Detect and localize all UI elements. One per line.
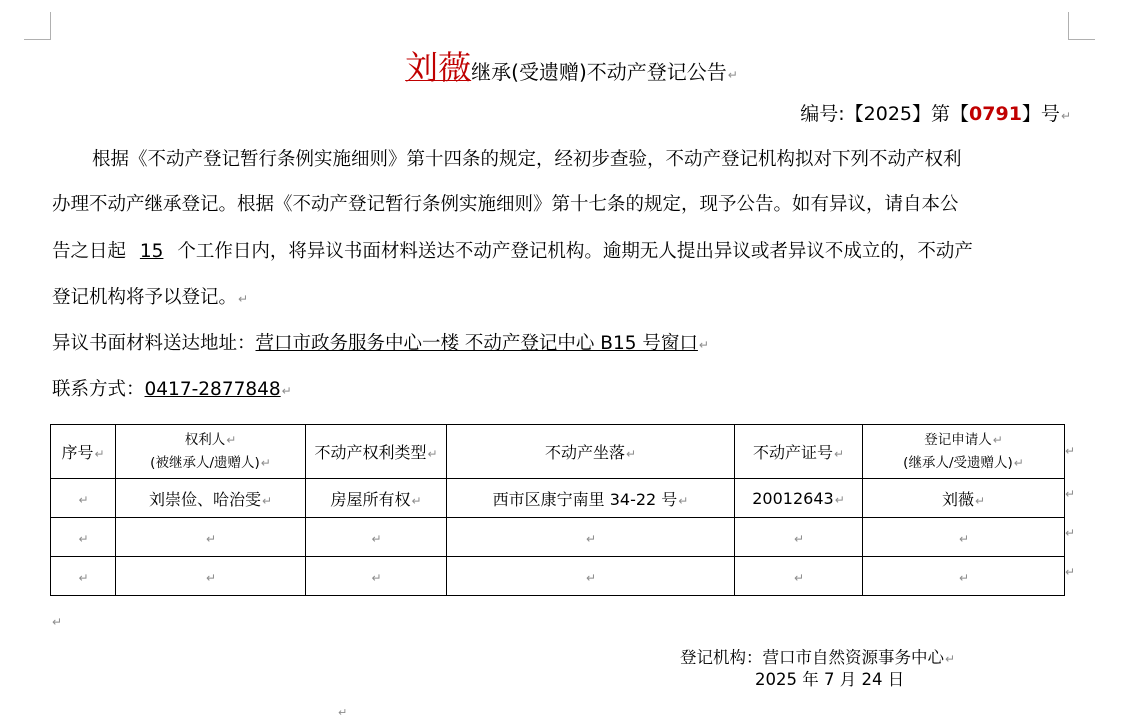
- contact-label: 联系方式：: [52, 379, 145, 400]
- row-end-mark-icon: ↵: [1065, 565, 1076, 579]
- body-line-4: 登记机构将予以登记。↵: [52, 287, 249, 308]
- title-text: 继承(受遗赠)不动产登记公告: [471, 60, 727, 84]
- table-row: ↵ ↵ ↵ ↵ ↵ ↵: [51, 557, 1065, 596]
- title-name: 刘薇: [405, 48, 472, 87]
- body-line-1: 根据《不动产登记暂行条例实施细则》第十四条的规定，经初步查验，不动产登记机构拟对下列不动产权利: [92, 149, 962, 170]
- row-end-mark-icon: ↵: [1065, 487, 1076, 501]
- paragraph-mark-icon: ↵: [338, 706, 348, 719]
- notice-title: [0, 42, 1143, 89]
- table-row: ↵ ↵ ↵ ↵ ↵ ↵: [51, 518, 1065, 557]
- row-end-mark-icon: ↵: [1065, 526, 1076, 540]
- notice-date: 2025 年 7 月 24 日: [755, 670, 905, 689]
- paragraph-mark-icon: ↵: [698, 338, 709, 352]
- crop-mark-top-left: [24, 39, 51, 40]
- header-holder: 权利人↵ (被继承人/遗赠人)↵: [116, 425, 306, 479]
- header-applicant: 登记申请人↵ (继承人/受遗赠人)↵: [863, 425, 1065, 479]
- header-right-type: 不动产权利类型↵: [306, 425, 447, 479]
- registration-table: [50, 424, 1065, 596]
- body-line-2: 办理不动产继承登记。根据《不动产登记暂行条例实施细则》第十七条的规定，现予公告。如有异议，请自本公: [52, 194, 959, 215]
- paragraph-mark-icon: ↵: [281, 384, 292, 398]
- paragraph-mark-icon: ↵: [1060, 109, 1071, 123]
- body-line-3: 告之日起 15 个工作日内，将异议书面材料送达不动产登记机构。逾期无人提出异议或者异议不成立的，不动产: [52, 241, 973, 262]
- paragraph-mark-icon: ↵: [727, 68, 738, 82]
- header-cert-no: 不动产证号↵: [735, 425, 863, 479]
- document-number: 编号:【2025】第【0791】号↵: [800, 103, 1071, 125]
- header-seq: 序号↵: [51, 425, 116, 479]
- address-line: [52, 329, 709, 355]
- table-header-row: [51, 425, 1065, 479]
- crop-mark-top-left: [50, 12, 51, 39]
- header-location: 不动产坐落↵: [447, 425, 735, 479]
- crop-mark-top-right: [1068, 12, 1069, 39]
- crop-mark-top-right: [1068, 39, 1095, 40]
- address-label: 异议书面材料送达地址：: [52, 333, 256, 354]
- registration-org: 登记机构：营口市自然资源事务中心↵: [680, 648, 956, 667]
- contact-value: 0417-2877848: [144, 379, 281, 400]
- contact-line: [52, 375, 292, 401]
- paragraph-mark-icon: ↵: [52, 615, 63, 629]
- table-row: ↵ 刘崇俭、哈治雯↵ 房屋所有权↵ 西市区康宁南里 34-22 号↵ 20012643↵ 刘薇↵: [51, 479, 1065, 518]
- paragraph-mark-icon: ↵: [238, 292, 249, 306]
- days-value: 15: [139, 241, 164, 262]
- address-value: 营口市政务服务中心一楼 不动产登记中心 B15 号窗口: [255, 333, 698, 354]
- document-number-value: 0791: [969, 103, 1022, 125]
- row-end-mark-icon: ↵: [1065, 444, 1076, 458]
